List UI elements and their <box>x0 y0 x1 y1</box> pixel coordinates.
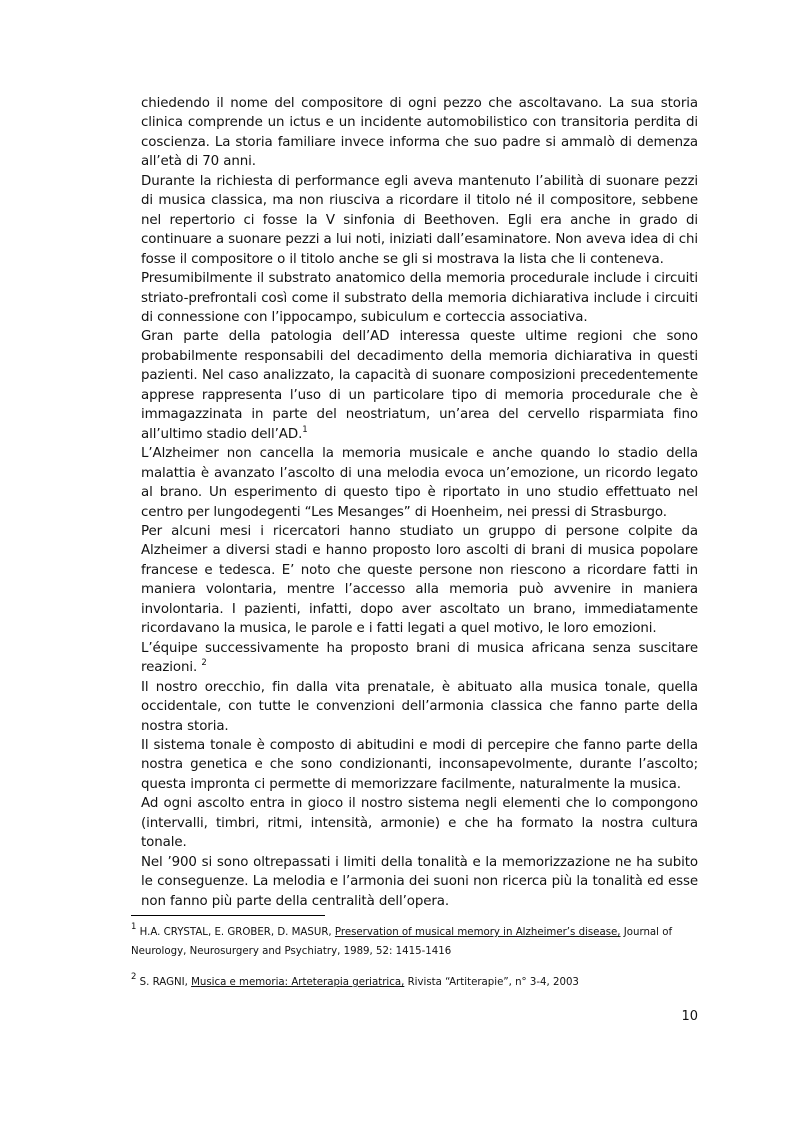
paragraph <box>141 639 698 678</box>
footnote-source: Journal of Neurology, Neurosurgery and Psychiatry, 1989, 52: 1415-1416 <box>131 927 673 957</box>
body-text <box>141 94 698 911</box>
footnote-reference: 1 <box>302 424 308 435</box>
footnote-source: Rivista “Artiterapie”, n° 3-4, 2003 <box>407 977 579 988</box>
paragraph-text: Gran parte della patologia dell’AD interessa queste ultime regioni che sono probabilmente responsabili del decadimento della memoria dichiarativa in questi pazienti. Nel caso analizzato, la capacità di suonare composizioni precedentemente apprese rappresenta l’uso di un particolare tipo di memoria procedurale che è immagazzinata in parte del neostriatum, un’area del cervello risparmiata fino all’ultimo stadio dell’AD. <box>141 329 698 442</box>
paragraph: Ad ogni ascolto entra in gioco il nostro sistema negli elementi che lo compongono (intervalli, timbri, ritmi, intensità, armonie) e che ha formato la nostra cultura tonale. <box>141 796 698 851</box>
paragraph: Il nostro orecchio, fin dalla vita prenatale, è abituato alla musica tonale, quella occidentale, con tutte le convenzioni dell’armonia classica che fanno parte della nostra storia. <box>141 679 698 734</box>
footnote-number: 1 <box>131 922 137 932</box>
footnote-title: Musica e memoria: Arteterapia geriatrica, <box>191 977 405 988</box>
footnote-authors: H.A. CRYSTAL, E. GROBER, D. MASUR, <box>139 927 332 938</box>
paragraph: Il sistema tonale è composto di abitudini e modi di percepire che fanno parte della nostra genetica e che sono condizionanti, inconsapevolmente, durante l’ascolto; questa impronta ci permette di memorizzare facilmente, naturalmente la musica. <box>141 737 698 792</box>
paragraph: Presumibilmente il substrato anatomico della memoria procedurale include i circuiti striato-prefrontali così come il substrato della memoria dichiarativa include i circuiti di connessione con l’ippocampo, subiculum e corteccia associativa. <box>141 271 698 325</box>
footnote-authors: S. RAGNI, <box>139 977 188 988</box>
footnote-2 <box>131 973 698 992</box>
paragraph: Per alcuni mesi i ricercatori hanno studiato un gruppo di persone colpite da Alzheimer a diversi stadi e hanno proposto loro ascolti di brani di musica popolare francese e tedesca. E’ noto che queste persone non riescono a ricordare fatti in maniera volontaria, mentre l’accesso alla memoria può avvenire in maniera involontaria. I pazienti, infatti, dopo aver ascoltato un brano, immediatamente ricordavano la musica, le parole e i fatti legati a quel motivo, le loro emozioni. <box>141 523 698 637</box>
footnote-title: Preservation of musical memory in Alzheimer’s disease, <box>334 927 621 938</box>
footnote-number: 2 <box>131 972 137 982</box>
footnote-separator <box>131 915 325 916</box>
paragraph: Nel ’900 si sono oltrepassati i limiti della tonalità e la memorizzazione ne ha subito le conseguenze. La melodia e l’armonia dei suoni non ricerca più la tonalità ed esse non fanno più parte della centralità dell’opera. <box>141 854 698 909</box>
paragraph-text: L’équipe successivamente ha proposto brani di musica africana senza suscitare reazioni. <box>141 640 698 676</box>
footnote-reference: 2 <box>201 658 207 669</box>
paragraph: chiedendo il nome del compositore di ogni pezzo che ascoltavano. La sua storia clinica comprende un ictus e un incidente automobilistico con transitoria perdita di coscienza. La storia familiare invece informa che suo padre si ammalò di demenza all’età di 70 anni. <box>141 96 698 170</box>
paragraph: Durante la richiesta di performance egli aveva mantenuto l’abilità di suonare pezzi di musica classica, ma non riusciva a ricordare il titolo né il compositore, sebbene nel repertorio ci fosse la V sinfonia di Beethoven. Egli era anche in grado di continuare a suonare pezzi a lui noti, iniziati dall’esaminatore. Non aveva idea di chi fosse il compositore o il titolo anche se gli si mostrava la lista che li conteneva. <box>141 173 698 267</box>
page-number: 10 <box>681 1009 698 1024</box>
paragraph: L’Alzheimer non cancella la memoria musicale e anche quando lo stadio della malattia è avanzato l’ascolto di una melodia evoca un’emozione, un ricordo legato al brano. Un esperimento di questo tipo è riportato in uno studio effettuato nel centro per lungodegenti “Les Mesanges” di Hoenheim, nei pressi di Strasburgo. <box>141 446 698 520</box>
paragraph <box>141 327 698 444</box>
footnote-1 <box>131 923 698 961</box>
